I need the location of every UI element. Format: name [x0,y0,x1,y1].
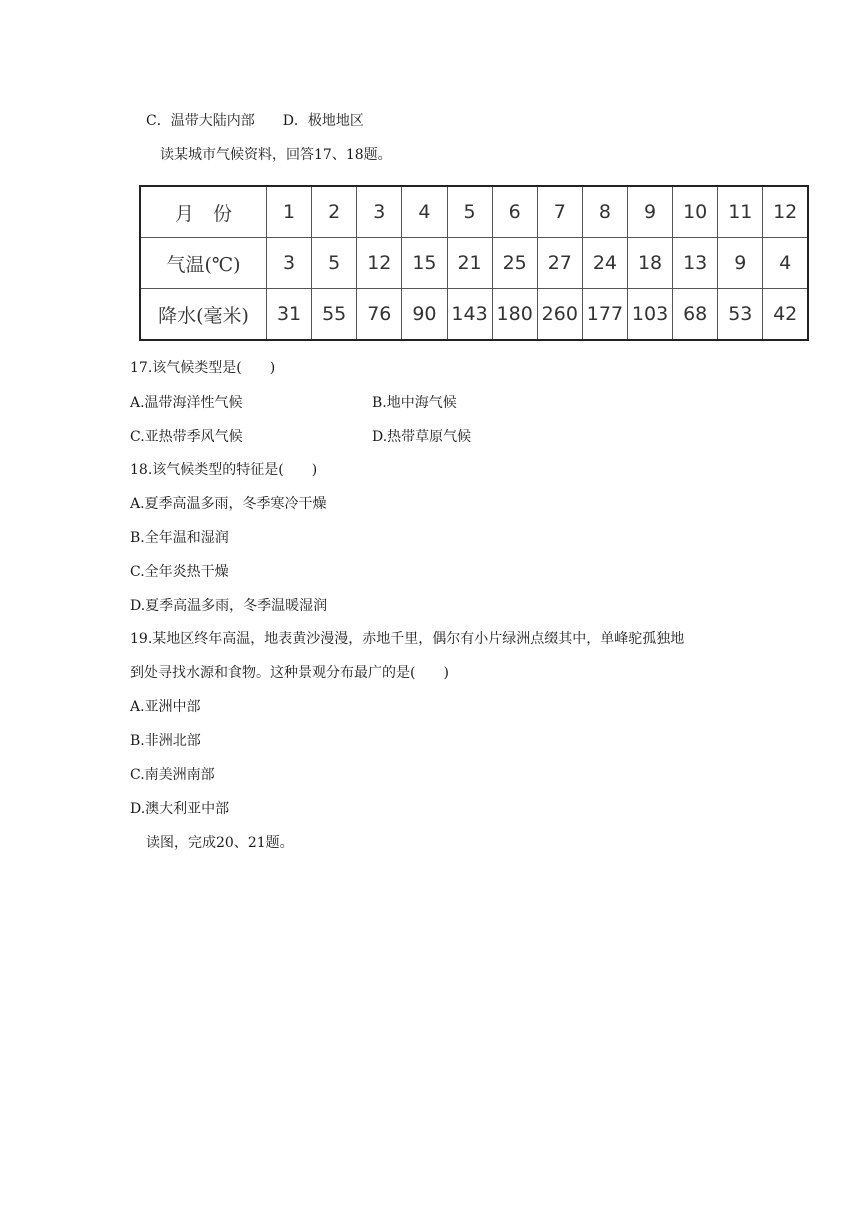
temperature-cell: 18 [628,238,673,289]
intro-questions-17-18: 读某城市气候资料，回答17、18题。 [160,147,392,163]
row-label-month: 月 份 [140,186,267,238]
temperature-cell: 25 [492,238,537,289]
precipitation-cell: 76 [357,289,402,341]
precipitation-cell: 68 [673,289,718,341]
temperature-cell: 12 [357,238,402,289]
table-row-months [140,186,808,238]
precipitation-cell: 53 [718,289,763,341]
temperature-cell: 27 [537,238,582,289]
precipitation-cell: 177 [582,289,627,341]
month-cell: 9 [628,186,673,238]
q19-option-b: B.非洲北部 [130,733,201,749]
month-cell: 7 [537,186,582,238]
temperature-cell: 13 [673,238,718,289]
precipitation-cell: 260 [537,289,582,341]
q18-option-d: D.夏季高温多雨，冬季温暖湿润 [130,598,328,614]
q18-option-b: B.全年温和湿润 [130,530,229,546]
temperature-cell: 24 [582,238,627,289]
month-cell: 3 [357,186,402,238]
question-19-line-1: 19.某地区终年高温，地表黄沙漫漫，赤地千里，偶尔有小片绿洲点缀其中，单峰驼孤独地 [130,631,685,647]
precipitation-cell: 90 [402,289,447,341]
month-cell: 5 [447,186,492,238]
month-cell: 10 [673,186,718,238]
q18-option-a: A.夏季高温多雨，冬季寒冷干燥 [130,496,327,512]
q17-option-a: A.温带海洋性气候 [130,395,243,411]
question-18: 18.该气候类型的特征是( ) [130,462,318,478]
q19-option-a: A.亚洲中部 [130,699,201,715]
q19-option-d: D.澳大利亚中部 [130,801,230,817]
temperature-cell: 15 [402,238,447,289]
intro-questions-20-21: 读图，完成20、21题。 [146,835,294,851]
precipitation-cell: 42 [763,289,808,341]
previous-question-options: C．温带大陆内部 D．极地地区 [146,113,364,129]
temperature-cell: 5 [312,238,357,289]
question-17: 17.该气候类型是( ) [130,360,276,376]
month-cell: 12 [763,186,808,238]
precipitation-cell: 55 [312,289,357,341]
climate-data-table [139,185,809,341]
q17-option-c: C.亚热带季风气候 [130,429,243,445]
row-label-temperature: 气温(℃) [140,238,267,289]
precipitation-cell: 143 [447,289,492,341]
month-cell: 11 [718,186,763,238]
temperature-cell: 4 [763,238,808,289]
precipitation-cell: 103 [628,289,673,341]
table-row-temperature [140,238,808,289]
question-19-line-2: 到处寻找水源和食物。这种景观分布最广的是( ) [130,665,449,681]
month-cell: 4 [402,186,447,238]
table-row-precipitation [140,289,808,341]
q18-option-c: C.全年炎热干燥 [130,564,229,580]
row-label-precipitation: 降水(毫米) [140,289,267,341]
month-cell: 8 [582,186,627,238]
month-cell: 1 [267,186,312,238]
q17-option-b: B.地中海气候 [372,395,457,411]
month-cell: 2 [312,186,357,238]
temperature-cell: 21 [447,238,492,289]
month-cell: 6 [492,186,537,238]
precipitation-cell: 180 [492,289,537,341]
temperature-cell: 9 [718,238,763,289]
q19-option-c: C.南美洲南部 [130,767,215,783]
temperature-cell: 3 [267,238,312,289]
precipitation-cell: 31 [267,289,312,341]
q17-option-d: D.热带草原气候 [372,429,472,445]
